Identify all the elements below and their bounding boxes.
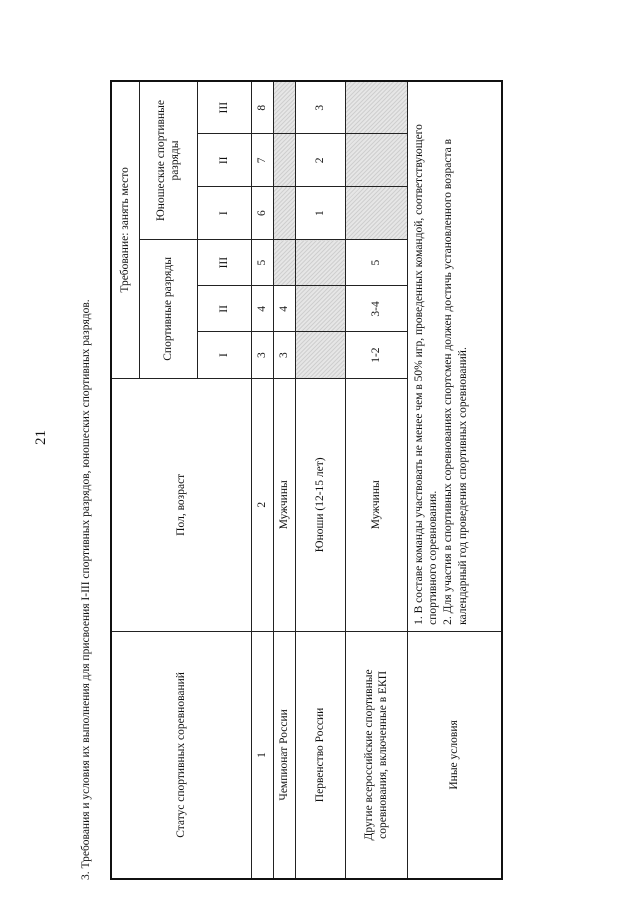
rank-cell: 2 [295,134,345,187]
rank-cell [273,134,295,187]
requirements-table [110,80,503,880]
other-conditions-label: Иные условия [407,631,502,879]
rank-cell [295,286,345,332]
rank-cell [273,240,295,286]
rank-cell: 1 [295,187,345,240]
table-caption: 3. Требования и условия их выполнения для присвоения I-III спортивных разрядов, юношеских спортивных разрядов. [80,299,92,880]
rank-cell: 3 [295,81,345,134]
header-sex-age: Пол, возраст [111,378,251,631]
table-row [295,81,345,879]
header-youth-ranks: Юношеские спортивные разряды [139,81,197,240]
row-status: Другие всероссийские спортивные соревнования, включенные в ЕКП [345,631,407,879]
condition-note: 1. В составе команды участвовать не менее чем в 50% игр, проведенных командой, соответствующего спортивного соревнования. [412,124,439,625]
rank-col-header: III [197,81,251,134]
other-conditions-row [407,81,502,879]
rank-col-header: II [197,134,251,187]
row-sex-age: Мужчины [273,378,295,631]
page-number: 21 [33,430,49,445]
other-conditions-notes [407,81,502,631]
row-status: Чемпионат России [273,631,295,879]
rank-cell [295,332,345,378]
column-number: 8 [251,81,273,134]
column-number: 7 [251,134,273,187]
numbering-row [251,81,273,879]
rank-cell [345,134,407,187]
table-row [273,81,295,879]
column-number: 2 [251,378,273,631]
condition-note: 2. Для участия в спортивных соревнованиях спортсмен должен достичь установленного возраста в календарный год проведения спортивных соревнований. [442,138,469,625]
rank-col-header: II [197,286,251,332]
header-status: Статус спортивных соревнований [111,631,251,879]
rank-cell [345,81,407,134]
header-sport-ranks: Спортивные разряды [139,240,197,379]
rank-col-header: I [197,332,251,378]
rotated-page-content [0,60,580,880]
row-sex-age: Юноши (12-15 лет) [295,378,345,631]
header-requirement: Требование: занять место [111,81,139,378]
rank-col-header: I [197,187,251,240]
rank-cell: 4 [273,286,295,332]
rank-cell: 3 [273,332,295,378]
table-row [345,81,407,879]
rank-cell [273,81,295,134]
rank-cell [345,187,407,240]
row-sex-age: Мужчины [345,378,407,631]
rank-cell: 3-4 [345,286,407,332]
rank-cell [273,187,295,240]
column-number: 5 [251,240,273,286]
row-status: Первенство России [295,631,345,879]
rank-col-header: III [197,240,251,286]
rank-cell: 1-2 [345,332,407,378]
rank-cell [295,240,345,286]
column-number: 6 [251,187,273,240]
rank-cell: 5 [345,240,407,286]
column-number: 1 [251,631,273,879]
column-number: 4 [251,286,273,332]
column-number: 3 [251,332,273,378]
